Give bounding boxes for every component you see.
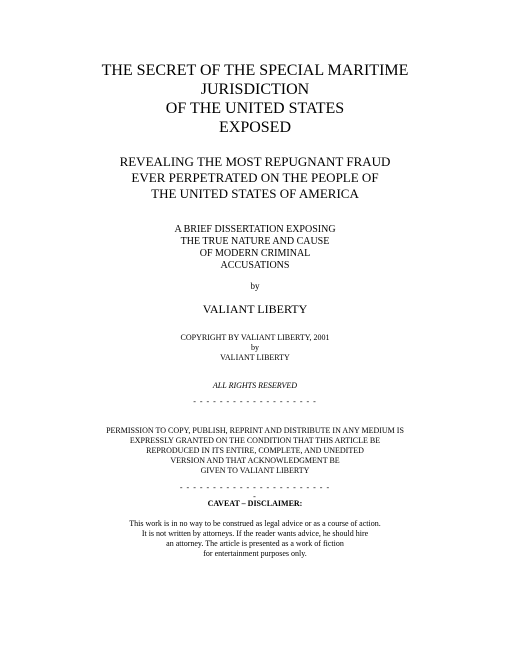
- caveat-heading: CAVEAT – DISCLAIMER:: [207, 499, 303, 508]
- rights-reserved: ALL RIGHTS RESERVED: [212, 381, 298, 390]
- dissertation-line: OF MODERN CRIMINAL: [199, 248, 311, 259]
- permission-line: REPRODUCED IN ITS ENTIRE, COMPLETE, AND UNEDITED: [146, 446, 364, 455]
- copyright-line: VALIANT LIBERTY: [220, 353, 290, 362]
- divider-line: - - - - - - - - - - - - - - - - - - - - - - -: [179, 483, 331, 492]
- dissertation-line: THE TRUE NATURE AND CAUSE: [180, 236, 330, 247]
- title-line: EXPOSED: [218, 119, 291, 136]
- disclaimer-text: [0, 519, 510, 559]
- divider-line: -: [253, 492, 257, 501]
- title-line: OF THE UNITED STATES: [165, 100, 345, 117]
- dissertation-description: [0, 224, 510, 272]
- author-name: VALIANT LIBERTY: [202, 302, 308, 316]
- document-subtitle: [0, 154, 510, 202]
- disclaimer-line: an attorney. The article is presented as a work of fiction: [166, 539, 344, 548]
- subtitle-line: THE UNITED STATES OF AMERICA: [151, 186, 359, 201]
- permission-line: EXPRESSLY GRANTED ON THE CONDITION THAT THIS ARTICLE BE: [129, 436, 381, 445]
- permission-line: VERSION AND THAT ACKNOWLEDGMENT BE: [170, 456, 340, 465]
- permission-line: PERMISSION TO COPY, PUBLISH, REPRINT AND DISTRIBUTE IN ANY MEDIUM IS: [106, 426, 404, 435]
- subtitle-line: EVER PERPETRATED ON THE PEOPLE OF: [131, 170, 379, 185]
- permission-line: GIVEN TO VALIANT LIBERTY: [200, 466, 310, 475]
- copyright-line: COPYRIGHT BY VALIANT LIBERTY, 2001: [180, 333, 330, 342]
- title-line: JURISDICTION: [200, 81, 310, 98]
- copyright-notice: [0, 333, 510, 363]
- dissertation-line: A BRIEF DISSERTATION EXPOSING: [174, 224, 336, 235]
- dissertation-line: ACCUSATIONS: [220, 260, 290, 271]
- title-line: THE SECRET OF THE SPECIAL MARITIME: [101, 62, 409, 79]
- document-title: [0, 61, 510, 137]
- disclaimer-line: This work is in no way to be construed as legal advice or as a course of action.: [129, 519, 381, 528]
- permission-notice: [0, 426, 510, 476]
- disclaimer-line: for entertainment purposes only.: [203, 549, 307, 558]
- copyright-line: by: [251, 343, 259, 352]
- subtitle-line: REVEALING THE MOST REPUGNANT FRAUD: [119, 154, 391, 169]
- by-label: by: [250, 281, 260, 291]
- disclaimer-line: It is not written by attorneys. If the reader wants advice, he should hire: [141, 529, 369, 538]
- dashed-divider: - - - - - - - - - - - - - - - - - - -: [193, 397, 317, 406]
